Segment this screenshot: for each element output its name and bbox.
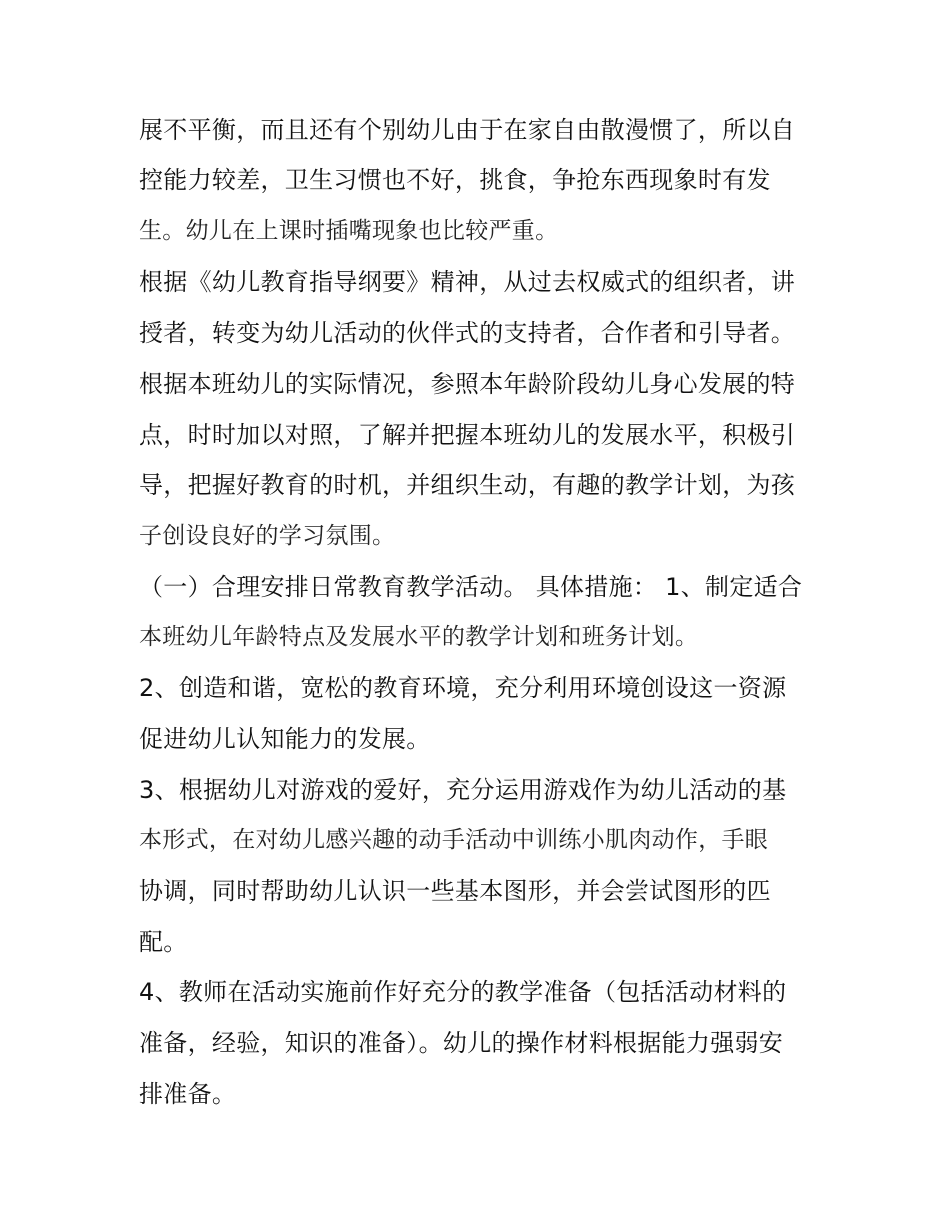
text-line-19: 准备，经验，知识的准备）。幼儿的操作材料根据能力强弱安 — [139, 1029, 784, 1057]
text-line-15: 本形式，在对幼儿感兴趣的动手活动中训练小肌肉动作，手眼 — [139, 827, 769, 853]
text-line-8: 导，把握好教育的时机，并组织生动，有趣的教学计划，为孩 — [139, 471, 796, 499]
text-line-4: 根据《幼儿教育指导纲要》精神，从过去权威式的组织者，讲 — [139, 268, 796, 296]
text-line-3: 生。幼儿在上课时插嘴现象也比较严重。 — [139, 218, 559, 244]
text-line-11: 本班幼儿年龄特点及发展水平的教学计划和班务计划。 — [139, 624, 699, 650]
text-line-6: 根据本班幼儿的实际情况，参照本年龄阶段幼儿身心发展的特 — [139, 370, 796, 398]
text-line-17: 配。 — [139, 928, 188, 956]
text-line-16: 协调，同时帮助幼儿认识一些基本图形，并会尝试图形的匹 — [139, 877, 771, 905]
text-line-9: 子创设良好的学习氛围。 — [139, 523, 396, 549]
text-line-13: 促进幼儿认知能力的发展。 — [139, 725, 431, 753]
text-line-2: 控能力较差，卫生习惯也不好，挑食，争抢东西现象时有发 — [139, 166, 771, 194]
text-line-1: 展不平衡，而且还有个别幼儿由于在家自由散漫惯了，所以自 — [139, 116, 796, 144]
text-line-14: 3、根据幼儿对游戏的爱好，充分运用游戏作为幼儿活动的基 — [139, 776, 787, 804]
text-line-10: （一）合理安排日常教育教学活动。 具体措施： 1、制定适合 — [139, 573, 803, 601]
text-line-18: 4、教师在活动实施前作好充分的教学准备（包括活动材料的 — [139, 978, 787, 1006]
text-line-5: 授者，转变为幼儿活动的伙伴式的支持者，合作者和引导者。 — [139, 319, 796, 347]
text-line-20: 排准备。 — [139, 1080, 237, 1108]
text-line-12: 2、创造和谐，宽松的教育环境，充分利用环境创设这一资源 — [139, 674, 787, 702]
text-line-7: 点，时时加以对照，了解并把握本班幼儿的发展水平，积极引 — [139, 421, 796, 449]
